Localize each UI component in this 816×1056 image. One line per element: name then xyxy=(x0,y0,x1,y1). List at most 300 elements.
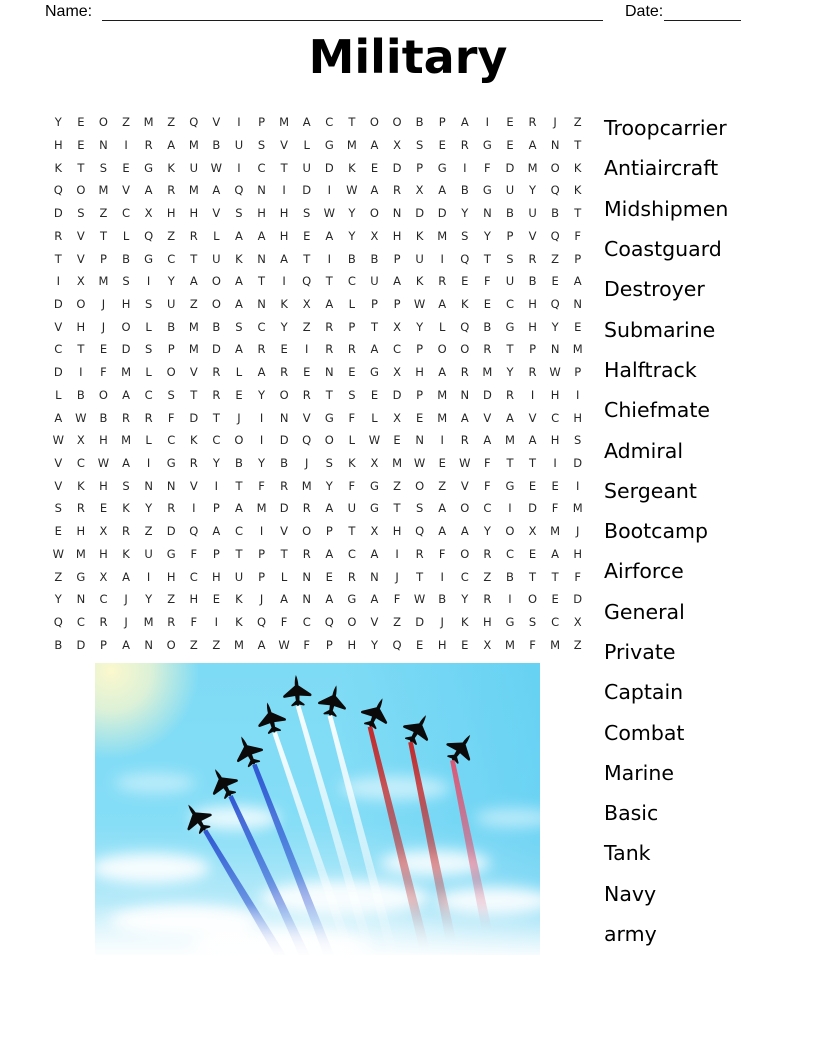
grid-letter: Q xyxy=(324,614,334,629)
word-list-item: Captain xyxy=(604,680,684,705)
grid-letter: O xyxy=(460,501,470,516)
grid-letter: Z xyxy=(122,115,130,130)
grid-letter: R xyxy=(505,387,514,402)
grid-letter: H xyxy=(528,297,537,312)
grid-letter: R xyxy=(167,183,176,198)
grid-letter: W xyxy=(459,455,471,470)
grid-letter: O xyxy=(121,319,131,334)
grid-letter: M xyxy=(392,455,402,470)
grid-letter: H xyxy=(76,524,86,539)
grid-letter: B xyxy=(54,637,63,652)
grid-letter: G xyxy=(166,546,176,561)
grid-letter: H xyxy=(415,365,424,380)
grid-letter: U xyxy=(212,251,221,266)
grid-letter: A xyxy=(370,138,379,153)
grid-letter: Y xyxy=(416,319,424,334)
word-list-item: Sergeant xyxy=(604,478,697,503)
grid-letter: N xyxy=(257,183,266,198)
grid-letter: A xyxy=(235,342,243,357)
grid-letter: J xyxy=(259,592,264,607)
grid-letter: R xyxy=(302,501,311,516)
grid-letter: O xyxy=(166,637,176,652)
grid-letter: W xyxy=(52,433,64,448)
grid-letter: T xyxy=(303,251,311,266)
grid-letter: O xyxy=(415,478,425,493)
grid-letter: S xyxy=(415,501,424,516)
grid-letter: G xyxy=(166,455,176,470)
grid-letter: S xyxy=(144,342,153,357)
grid-letter: Z xyxy=(302,319,311,334)
grid-letter: D xyxy=(415,206,425,221)
grid-letter: S xyxy=(122,478,130,493)
grid-letter: H xyxy=(189,592,199,607)
grid-letter: T xyxy=(212,410,220,425)
grid-letter: Q xyxy=(302,274,312,289)
word-list-item: Private xyxy=(604,640,676,664)
grid-letter: U xyxy=(370,274,379,289)
grid-letter: I xyxy=(440,433,444,448)
grid-letter: G xyxy=(369,365,379,380)
grid-letter: H xyxy=(392,524,402,539)
grid-letter: L xyxy=(280,569,288,584)
grid-letter: E xyxy=(461,637,469,652)
grid-letter: A xyxy=(528,433,537,448)
grid-letter: X xyxy=(370,524,379,539)
grid-letter: E xyxy=(574,319,582,334)
grid-letter: H xyxy=(189,206,199,221)
grid-letter: C xyxy=(167,251,176,266)
grid-letter: F xyxy=(484,274,491,289)
grid-letter: A xyxy=(235,501,243,516)
grid-letter: I xyxy=(237,115,241,130)
grid-letter: P xyxy=(99,251,107,266)
grid-letter: Y xyxy=(212,455,220,470)
grid-letter: M xyxy=(437,387,448,402)
grid-letter: A xyxy=(257,228,266,243)
grid-letter: Z xyxy=(551,251,560,266)
grid-letter: Z xyxy=(99,206,108,221)
grid-letter: A xyxy=(325,228,334,243)
grid-letter: I xyxy=(146,274,151,289)
grid-letter: Z xyxy=(167,115,176,130)
grid-letter: I xyxy=(576,478,580,493)
name-blank-line xyxy=(102,20,603,21)
grid-letter: L xyxy=(371,410,378,425)
grid-letter: K xyxy=(348,455,356,470)
grid-letter: H xyxy=(99,546,108,561)
grid-letter: E xyxy=(99,501,108,516)
grid-letter: F xyxy=(438,546,446,561)
grid-letter: S xyxy=(235,206,243,221)
grid-letter: E xyxy=(235,387,243,402)
grid-letter: A xyxy=(370,592,379,607)
bottom-haze xyxy=(95,903,540,955)
grid-letter: R xyxy=(54,228,63,243)
grid-letter: G xyxy=(324,410,334,425)
grid-letter: M xyxy=(572,501,583,516)
grid-letter: J xyxy=(553,115,557,130)
grid-letter: A xyxy=(235,228,243,243)
grid-letter: R xyxy=(302,546,311,561)
jets-illustration-svg xyxy=(95,663,540,955)
grid-letter: R xyxy=(257,342,266,357)
grid-letter: F xyxy=(529,637,536,652)
grid-letter: A xyxy=(460,410,469,425)
grid-letter: G xyxy=(76,569,86,584)
grid-letter: S xyxy=(303,206,311,221)
grid-letter: T xyxy=(393,501,401,516)
grid-letter: Y xyxy=(348,206,356,221)
grid-letter: K xyxy=(122,546,130,561)
grid-letter: M xyxy=(98,274,109,289)
grid-letter: F xyxy=(348,410,356,425)
grid-letter: G xyxy=(482,138,492,153)
grid-letter: X xyxy=(99,569,108,584)
grid-letter: Q xyxy=(415,524,425,539)
grid-letter: A xyxy=(325,501,334,516)
grid-letter: B xyxy=(99,410,108,425)
grid-letter: L xyxy=(348,433,356,448)
grid-letter: R xyxy=(460,365,469,380)
grid-letter: M xyxy=(188,138,199,153)
grid-letter: T xyxy=(529,569,537,584)
grid-letter: Y xyxy=(280,319,288,334)
grid-letter: X xyxy=(76,274,85,289)
grid-letter: W xyxy=(75,410,87,425)
grid-letter: D xyxy=(528,501,537,516)
grid-letter: Y xyxy=(145,501,153,516)
grid-letter: T xyxy=(348,524,356,539)
grid-letter: Z xyxy=(393,478,401,493)
grid-letter: W xyxy=(413,592,426,607)
grid-letter: S xyxy=(54,501,62,516)
grid-letter: C xyxy=(460,569,469,584)
grid-letter: R xyxy=(325,319,334,334)
grid-letter: U xyxy=(415,251,424,266)
grid-letter: D xyxy=(482,387,492,402)
grid-letter: T xyxy=(280,160,288,175)
grid-letter: C xyxy=(347,274,356,289)
grid-letter: N xyxy=(302,592,311,607)
grid-letter: F xyxy=(348,478,356,493)
grid-letter: K xyxy=(190,433,198,448)
grid-letter: E xyxy=(212,592,220,607)
grid-letter: Y xyxy=(54,592,62,607)
grid-letter: I xyxy=(56,274,60,289)
grid-letter: E xyxy=(303,228,311,243)
grid-letter: C xyxy=(76,455,85,470)
grid-letter: Z xyxy=(212,637,221,652)
grid-letter: C xyxy=(167,433,176,448)
grid-letter: Z xyxy=(438,478,447,493)
grid-letter: Y xyxy=(461,592,469,607)
grid-letter: N xyxy=(573,297,582,312)
grid-letter: V xyxy=(280,138,289,153)
grid-letter: P xyxy=(258,569,265,584)
grid-letter: R xyxy=(347,569,356,584)
grid-letter: P xyxy=(99,637,107,652)
grid-letter: T xyxy=(235,478,243,493)
grid-letter: Y xyxy=(348,228,356,243)
grid-letter: D xyxy=(189,410,199,425)
grid-letter: Q xyxy=(53,183,63,198)
grid-letter: Y xyxy=(461,206,469,221)
word-list-item: Navy xyxy=(604,881,657,906)
grid-letter: I xyxy=(259,410,264,425)
grid-letter: I xyxy=(146,569,151,584)
grid-letter: O xyxy=(166,365,176,380)
grid-letter: D xyxy=(392,160,402,175)
grid-letter: K xyxy=(415,274,424,289)
grid-letter: Z xyxy=(573,115,582,130)
grid-letter: X xyxy=(528,524,537,539)
grid-letter: E xyxy=(348,365,356,380)
grid-letter: T xyxy=(574,138,582,153)
grid-letter: L xyxy=(438,319,446,334)
grid-letter: S xyxy=(167,387,175,402)
grid-letter: K xyxy=(461,614,469,629)
grid-letter: C xyxy=(505,297,514,312)
grid-letter: W xyxy=(413,455,426,470)
grid-letter: R xyxy=(460,433,469,448)
grid-letter: E xyxy=(506,138,514,153)
grid-letter: N xyxy=(392,206,402,221)
grid-letter: T xyxy=(77,342,85,357)
grid-letter: Z xyxy=(393,614,401,629)
grid-letter: W xyxy=(549,365,561,380)
grid-letter: Q xyxy=(144,228,154,243)
grid-letter: J xyxy=(395,569,399,584)
grid-letter: R xyxy=(460,138,469,153)
grid-letter: N xyxy=(302,569,311,584)
grid-letter: Q xyxy=(460,251,470,266)
grid-letter: T xyxy=(551,569,559,584)
grid-letter: V xyxy=(54,319,63,334)
grid-letter: P xyxy=(416,160,424,175)
grid-letter: X xyxy=(393,319,401,334)
word-list-item: Tank xyxy=(604,841,651,866)
date-label: Date: xyxy=(625,3,664,20)
grid-letter: G xyxy=(369,501,379,516)
grid-letter: E xyxy=(122,160,130,175)
grid-letter: A xyxy=(325,546,334,561)
grid-letter: V xyxy=(212,206,221,221)
grid-letter: A xyxy=(506,410,514,425)
grid-letter: V xyxy=(189,478,198,493)
grid-letter: S xyxy=(325,455,333,470)
grid-letter: C xyxy=(257,160,266,175)
grid-letter: O xyxy=(437,342,447,357)
grid-letter: M xyxy=(572,342,583,357)
grid-letter: B xyxy=(212,138,221,153)
grid-letter: T xyxy=(506,342,514,357)
grid-letter: C xyxy=(483,501,492,516)
grid-letter: C xyxy=(257,319,266,334)
grid-letter: O xyxy=(211,274,221,289)
grid-letter: A xyxy=(235,274,243,289)
grid-letter: D xyxy=(392,387,402,402)
grid-letter: C xyxy=(302,614,311,629)
grid-letter: T xyxy=(325,387,333,402)
grid-letter: N xyxy=(324,365,334,380)
grid-letter: B xyxy=(460,183,469,198)
grid-letter: X xyxy=(302,297,311,312)
grid-letter: O xyxy=(279,387,289,402)
grid-letter: S xyxy=(77,206,85,221)
grid-letter: A xyxy=(212,524,221,539)
grid-letter: I xyxy=(576,387,580,402)
grid-letter: V xyxy=(212,115,221,130)
grid-letter: D xyxy=(121,342,131,357)
grid-letter: H xyxy=(257,206,266,221)
grid-letter: R xyxy=(99,614,108,629)
grid-letter: C xyxy=(122,206,131,221)
grid-letter: I xyxy=(485,115,490,130)
word-list-item: Marine xyxy=(604,760,674,785)
grid-letter: E xyxy=(528,478,537,493)
grid-letter: E xyxy=(303,365,311,380)
grid-letter: V xyxy=(76,228,85,243)
grid-letter: Y xyxy=(258,455,266,470)
grid-letter: M xyxy=(482,365,493,380)
grid-letter: K xyxy=(235,592,243,607)
grid-letter: V xyxy=(370,614,379,629)
grid-letter: G xyxy=(347,592,357,607)
grid-letter: F xyxy=(190,546,198,561)
grid-letter: X xyxy=(393,365,401,380)
grid-letter: L xyxy=(145,365,152,380)
grid-letter: T xyxy=(574,206,582,221)
grid-letter: G xyxy=(505,614,515,629)
grid-letter: M xyxy=(121,365,131,380)
grid-letter: P xyxy=(574,251,582,266)
grid-letter: U xyxy=(505,274,515,289)
grid-letter: S xyxy=(122,274,130,289)
grid-letter: A xyxy=(280,592,289,607)
grid-letter: P xyxy=(258,546,265,561)
grid-letter: W xyxy=(278,637,290,652)
grid-letter: H xyxy=(166,206,176,221)
grid-letter: V xyxy=(460,478,469,493)
grid-letter: U xyxy=(347,501,357,516)
grid-letter: D xyxy=(415,614,425,629)
grid-letter: D xyxy=(53,206,63,221)
grid-letter: N xyxy=(144,478,153,493)
grid-letter: H xyxy=(53,138,63,153)
word-list-item: Antiaircraft xyxy=(604,156,719,181)
word-list-item: Troopcarrier xyxy=(604,116,727,141)
word-list-item: Chiefmate xyxy=(604,398,711,423)
grid-letter: A xyxy=(144,183,153,198)
grid-letter: W xyxy=(323,206,335,221)
word-list-item: Basic xyxy=(604,801,659,826)
grid-letter: M xyxy=(233,637,244,652)
grid-letter: R xyxy=(280,365,289,380)
grid-letter: I xyxy=(282,274,286,289)
grid-letter: M xyxy=(504,433,515,448)
grid-letter: J xyxy=(440,614,444,629)
grid-letter: E xyxy=(54,524,62,539)
grid-letter: I xyxy=(440,569,444,584)
grid-letter: H xyxy=(99,433,108,448)
grid-letter: O xyxy=(460,342,470,357)
grid-letter: E xyxy=(506,115,514,130)
grid-letter: I xyxy=(237,160,241,175)
grid-letter: A xyxy=(370,546,379,561)
grid-letter: P xyxy=(506,228,514,243)
grid-letter: F xyxy=(258,478,265,493)
grid-letter: D xyxy=(76,637,86,652)
word-list-item: Midshipmen xyxy=(604,196,729,221)
grid-letter: A xyxy=(167,138,176,153)
grid-letter: N xyxy=(144,637,153,652)
grid-letter: I xyxy=(259,433,264,448)
grid-letter: S xyxy=(415,138,424,153)
grid-letter: Z xyxy=(167,592,176,607)
grid-letter: P xyxy=(212,501,220,516)
grid-letter: B xyxy=(370,251,379,266)
grid-letter: J xyxy=(305,455,309,470)
grid-letter: B xyxy=(235,455,243,470)
grid-letter: Z xyxy=(573,637,582,652)
grid-letter: F xyxy=(280,614,288,629)
grid-letter: J xyxy=(124,614,128,629)
grid-letter: K xyxy=(573,160,582,175)
grid-letter: V xyxy=(528,410,537,425)
grid-letter: O xyxy=(460,546,470,561)
grid-letter: C xyxy=(212,433,221,448)
grid-letter: R xyxy=(347,342,356,357)
grid-letter: E xyxy=(551,274,559,289)
grid-letter: R xyxy=(122,524,131,539)
grid-letter: F xyxy=(484,478,491,493)
grid-letter: X xyxy=(144,206,153,221)
grid-letter: I xyxy=(530,387,535,402)
grid-letter: R xyxy=(528,365,537,380)
grid-letter: H xyxy=(99,478,108,493)
grid-letter: H xyxy=(550,387,560,402)
jets-illustration xyxy=(95,663,540,955)
grid-letter: V xyxy=(54,455,63,470)
grid-letter: S xyxy=(144,297,153,312)
grid-letter: E xyxy=(99,342,108,357)
grid-letter: R xyxy=(167,501,176,516)
grid-letter: R xyxy=(302,387,311,402)
grid-letter: E xyxy=(551,592,559,607)
grid-letter: S xyxy=(235,319,243,334)
grid-letter: V xyxy=(280,524,289,539)
grid-letter: E xyxy=(370,387,379,402)
grid-letter: O xyxy=(302,524,312,539)
grid-letter: A xyxy=(257,637,266,652)
grid-letter: O xyxy=(98,115,108,130)
grid-letter: P xyxy=(258,115,265,130)
grid-letter: E xyxy=(461,274,469,289)
grid-letter: T xyxy=(348,115,356,130)
grid-letter: N xyxy=(370,569,379,584)
grid-letter: U xyxy=(234,569,244,584)
word-list xyxy=(604,108,814,954)
grid-letter: A xyxy=(325,297,334,312)
grid-letter: B xyxy=(438,592,447,607)
grid-letter: P xyxy=(416,387,424,402)
grid-letter: D xyxy=(53,297,63,312)
grid-letter: P xyxy=(212,546,220,561)
grid-letter: G xyxy=(482,183,492,198)
grid-letter: I xyxy=(440,251,444,266)
grid-letter: M xyxy=(75,546,86,561)
grid-letter: J xyxy=(576,524,580,539)
